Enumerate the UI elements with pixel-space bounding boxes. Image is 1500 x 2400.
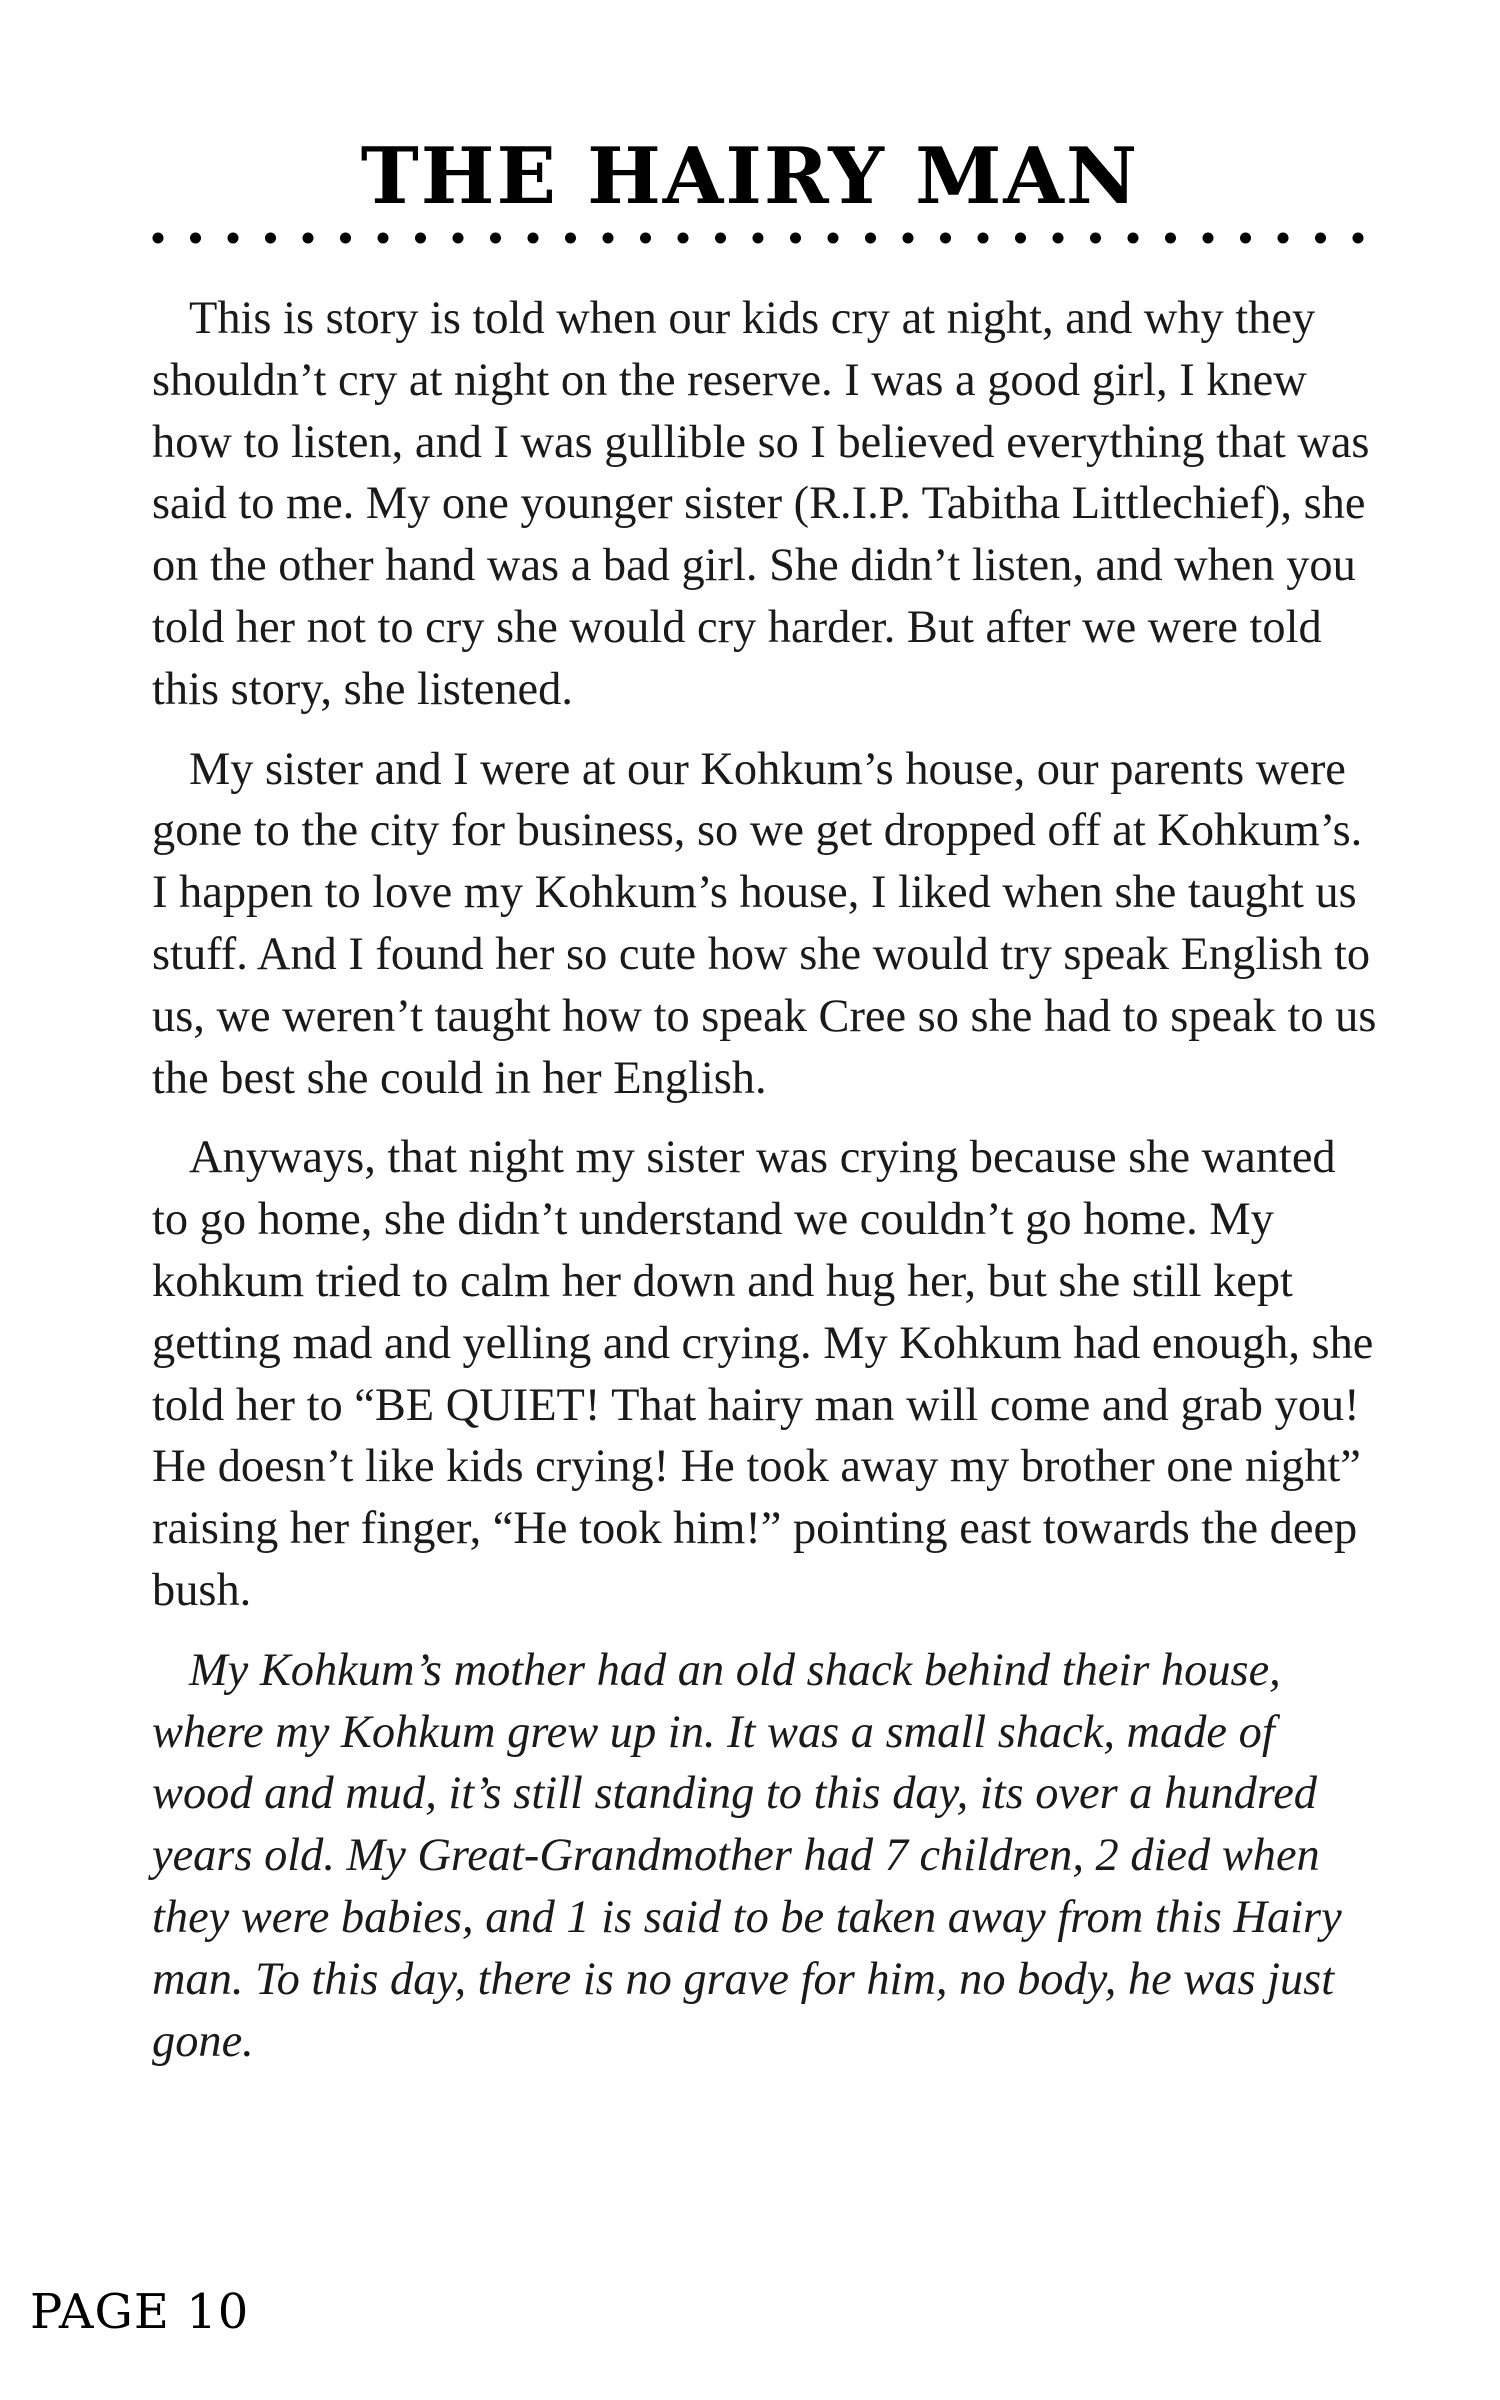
divider-dot <box>940 233 951 244</box>
divider-dot <box>753 233 764 244</box>
story-body <box>152 288 1382 2090</box>
divider-dot <box>865 233 876 244</box>
divider-dot <box>1315 233 1326 244</box>
divider-dot <box>1090 233 1101 244</box>
divider-dot <box>1203 233 1214 244</box>
divider-dot <box>190 233 201 244</box>
divider-dot <box>415 233 426 244</box>
divider-dot <box>528 233 539 244</box>
paragraph-3: Anyways, that night my sister was crying because she wanted to go home, she didn’t understand we couldn’t go home. My kohkum tried to calm her down and hug her, but she still kept getting mad and yelling and crying. My Kohkum had enough, she told her to “BE QUIET! That hairy man will come and grab you! He doesn’t like kids crying! He took away my brother one night” raising her finger, “He took him!” pointing east towards the deep bush. <box>152 1132 1374 1616</box>
divider-dot <box>978 233 989 244</box>
divider-dot <box>828 233 839 244</box>
divider-dot <box>378 233 389 244</box>
divider-dot <box>1053 233 1064 244</box>
divider-dot <box>603 233 614 244</box>
page-number: PAGE 10 <box>30 2284 250 2340</box>
divider-dot <box>1278 233 1289 244</box>
divider-dot <box>490 233 501 244</box>
divider-dot <box>303 233 314 244</box>
page-title: THE HAIRY MAN <box>360 131 1140 222</box>
divider-dot <box>1128 233 1139 244</box>
paragraph-2: My sister and I were at our Kohkum’s house, our parents were gone to the city for business, so we get dropped off at Kohkum’s. I happen to love my Kohkum’s house, I liked when she taught us stuff. And I found her so cute how she would try speak English to us, we weren’t taught how to speak Cree so she had to speak to us the best she could in her English. <box>152 743 1377 1104</box>
divider-dot <box>790 233 801 244</box>
divider-dot <box>715 233 726 244</box>
divider-dot <box>453 233 464 244</box>
divider-dot <box>153 233 164 244</box>
dotted-divider <box>150 228 1390 248</box>
divider-dot <box>228 233 239 244</box>
divider-dot <box>678 233 689 244</box>
divider-dot <box>1165 233 1176 244</box>
divider-dot <box>903 233 914 244</box>
divider-dot <box>1015 233 1026 244</box>
divider-dot <box>340 233 351 244</box>
divider-dot <box>640 233 651 244</box>
divider-dot <box>1353 233 1364 244</box>
italic-paragraph: My Kohkum’s mother had an old shack behind their house, where my Kohkum grew up in. It was a small shack, made of wood and mud, it’s still standing to this day, its over a hundred years old. My Great-Grandmother had 7 children, 2 died when they were babies, and 1 is said to be taken away from this Hairy man. To this day, there is no grave for him, no body, he was just gone. <box>152 1644 1342 2067</box>
divider-dot <box>265 233 276 244</box>
divider-dot <box>565 233 576 244</box>
divider-dot <box>1240 233 1251 244</box>
paragraph-1: This is story is told when our kids cry at night, and why they shouldn’t cry at night on the reserve. I was a good girl, I knew how to listen, and I was gullible so I believed everything that was said to me. My one younger sister (R.I.P. Tabitha Littlechief), she on the other hand was a bad girl. She didn’t listen, and when you told her not to cry she would cry harder. But after we were told this story, she listened. <box>152 293 1370 715</box>
